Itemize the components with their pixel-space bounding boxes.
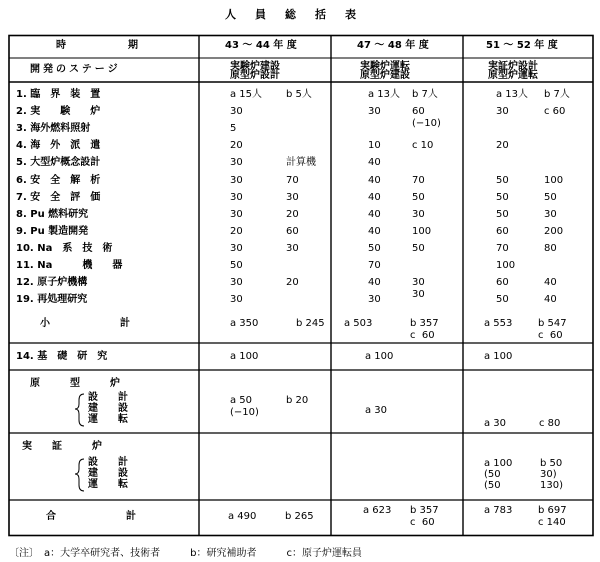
row-cell-p1-b: 計算機 [286, 157, 316, 168]
row-cell-p1-a: 30 [230, 192, 243, 203]
row-label: 7. 安 全 評 価 [16, 192, 101, 203]
row-cell-p3-a: 30 [496, 106, 509, 117]
row-cell-p1-a: 30 [230, 157, 243, 168]
row-cell-p1-b: 20 [286, 209, 299, 220]
row-cell-p2-a: 50 [368, 243, 381, 254]
subtotal-label: 小 計 [40, 318, 130, 329]
total-p3-b: b 697 c 140 [538, 505, 567, 528]
row-cell-p2-b: c 10 [412, 140, 434, 151]
row-cell-p3-b: 30 [544, 209, 557, 220]
row-label: 19. 再処理研究 [16, 294, 88, 305]
row-cell-p1-a: 50 [230, 260, 243, 271]
subtotal-p3-a: a 553 [484, 318, 513, 329]
row-cell-p3-a: 50 [496, 209, 509, 220]
total-label: 合 計 [46, 511, 136, 522]
prototype-p3-a: a 30 [484, 418, 507, 429]
prototype-p1-b: b 20 [286, 395, 309, 406]
row-cell-p3-a: 100 [496, 260, 516, 271]
row-cell-p2-a: 30 [368, 106, 381, 117]
prototype-p2-a: a 30 [365, 405, 388, 416]
row-cell-p2-b: 100 [412, 226, 432, 237]
basic-research-p3: a 100 [484, 351, 513, 362]
row-label: 9. Pu 製造開発 [16, 226, 89, 237]
row-cell-p2-b: 30 [412, 209, 425, 220]
period-3: 51 〜 52 年 度 [486, 40, 558, 51]
demo-p3-a: a 100 (50 (50 [484, 458, 513, 491]
row-cell-p1-b: 60 [286, 226, 299, 237]
stage-2-line-2: 原型炉建設 [360, 70, 410, 81]
total-p2-b: b 357 c 60 [410, 505, 439, 528]
prototype-p1-a: a 50 (−10) [230, 395, 259, 418]
row-cell-p3-b: 40 [544, 294, 557, 305]
row-cell-p3-b: c 60 [544, 106, 566, 117]
stage-3-line-1: 実証炉設計 [488, 61, 538, 72]
row-cell-p3-a: a 13人 [496, 89, 529, 100]
period-1: 43 〜 44 年 度 [225, 40, 297, 51]
row-cell-p2-a: a 13人 [368, 89, 401, 100]
row-cell-p3-b: b 7人 [544, 89, 570, 100]
row-cell-p2-b: 50 [412, 192, 425, 203]
prototype-p3-c: c 80 [539, 418, 561, 429]
total-p1-a: a 490 [228, 511, 257, 522]
row-cell-p3-a: 20 [496, 140, 509, 151]
row-cell-p3-a: 50 [496, 294, 509, 305]
row-cell-p1-a: 30 [230, 277, 243, 288]
row-cell-p1-a: 30 [230, 294, 243, 305]
row-label: 11. Na 機 器 [16, 260, 123, 271]
row-cell-p2-b: b 7人 [412, 89, 438, 100]
row-label: 3. 海外燃料照射 [16, 123, 91, 134]
row-cell-p2-a: 70 [368, 260, 381, 271]
row-cell-p1-a: 30 [230, 175, 243, 186]
row-cell-p3-a: 50 [496, 175, 509, 186]
row-cell-p1-a: 30 [230, 209, 243, 220]
period-2: 47 〜 48 年 度 [357, 40, 429, 51]
basic-research-p1: a 100 [230, 351, 259, 362]
basic-research-p2: a 100 [365, 351, 394, 362]
stage-1-line-2: 原型炉設計 [230, 70, 280, 81]
footnote: 〔注〕 a：大学卒研究者、技術者 b：研究補助者 c：原子炉運転員 [9, 548, 362, 559]
row-cell-p2-b: 50 [412, 243, 425, 254]
row-cell-p2-a: 40 [368, 277, 381, 288]
row-cell-p3-b: 100 [544, 175, 564, 186]
row-cell-p2-a: 40 [368, 192, 381, 203]
demo-heading: 実 証 炉 [22, 441, 102, 452]
row-cell-p2-b: 60 (−10) [412, 106, 441, 129]
row-cell-p2-a: 10 [368, 140, 381, 151]
row-cell-p3-a: 60 [496, 226, 509, 237]
row-cell-p3-a: 60 [496, 277, 509, 288]
stage-header: 開発のステージ [30, 64, 121, 75]
total-p1-b: b 265 [285, 511, 314, 522]
subtotal-p2-b: b 357 c 60 [410, 318, 439, 341]
row-cell-p2-a: 30 [368, 294, 381, 305]
row-cell-p1-b: 30 [286, 192, 299, 203]
row-cell-p1-a: 30 [230, 243, 243, 254]
prototype-heading: 原 型 炉 [30, 378, 120, 389]
row-cell-p3-a: 70 [496, 243, 509, 254]
basic-research-label: 14. 基 礎 研 究 [16, 351, 108, 362]
row-cell-p1-b: 20 [286, 277, 299, 288]
row-cell-p1-a: 30 [230, 106, 243, 117]
row-cell-p2-a: 40 [368, 157, 381, 168]
row-cell-p1-a: 5 [230, 123, 237, 134]
subtotal-p2-a: a 503 [344, 318, 373, 329]
row-cell-p2-a: 40 [368, 209, 381, 220]
row-cell-p2-a: 40 [368, 226, 381, 237]
total-p3-a: a 783 [484, 505, 513, 516]
row-cell-p1-a: a 15人 [230, 89, 263, 100]
row-label: 12. 原子炉機構 [16, 277, 88, 288]
row-cell-p2-b: 30 30 [412, 277, 425, 300]
row-label: 5. 大型炉概念設計 [16, 157, 101, 168]
stage-3-line-2: 原型炉運転 [488, 70, 538, 81]
row-label: 1. 臨 界 装 置 [16, 89, 101, 100]
row-cell-p3-b: 200 [544, 226, 564, 237]
subtotal-p1-a: a 350 [230, 318, 259, 329]
page-title: 人員総括表 [225, 8, 375, 21]
row-cell-p1-a: 20 [230, 140, 243, 151]
row-label: 4. 海 外 派 遣 [16, 140, 101, 151]
row-label: 8. Pu 燃料研究 [16, 209, 89, 220]
subtotal-p1-b: b 245 [296, 318, 325, 329]
row-cell-p3-a: 50 [496, 192, 509, 203]
demo-items: 設 計 建 設 運 転 [88, 457, 128, 490]
row-label: 6. 安 全 解 析 [16, 175, 101, 186]
row-cell-p3-b: 80 [544, 243, 557, 254]
stage-2-line-1: 実験炉運転 [360, 61, 410, 72]
row-cell-p3-b: 40 [544, 277, 557, 288]
row-cell-p3-b: 50 [544, 192, 557, 203]
row-cell-p1-b: 30 [286, 243, 299, 254]
subtotal-p3-b: b 547 c 60 [538, 318, 567, 341]
stage-1-line-1: 実験炉建設 [230, 61, 280, 72]
total-p2-a: a 623 [363, 505, 392, 516]
period-header: 時 期 [56, 40, 140, 51]
row-cell-p1-b: b 5人 [286, 89, 312, 100]
row-label: 10. Na 系 技 術 [16, 243, 113, 254]
row-cell-p2-a: 40 [368, 175, 381, 186]
row-cell-p1-b: 70 [286, 175, 299, 186]
row-cell-p2-b: 70 [412, 175, 425, 186]
prototype-items: 設 計 建 設 運 転 [88, 392, 128, 425]
demo-p3-b: b 50 30) 130) [540, 458, 563, 491]
row-label: 2. 実 験 炉 [16, 106, 101, 117]
row-cell-p1-a: 20 [230, 226, 243, 237]
